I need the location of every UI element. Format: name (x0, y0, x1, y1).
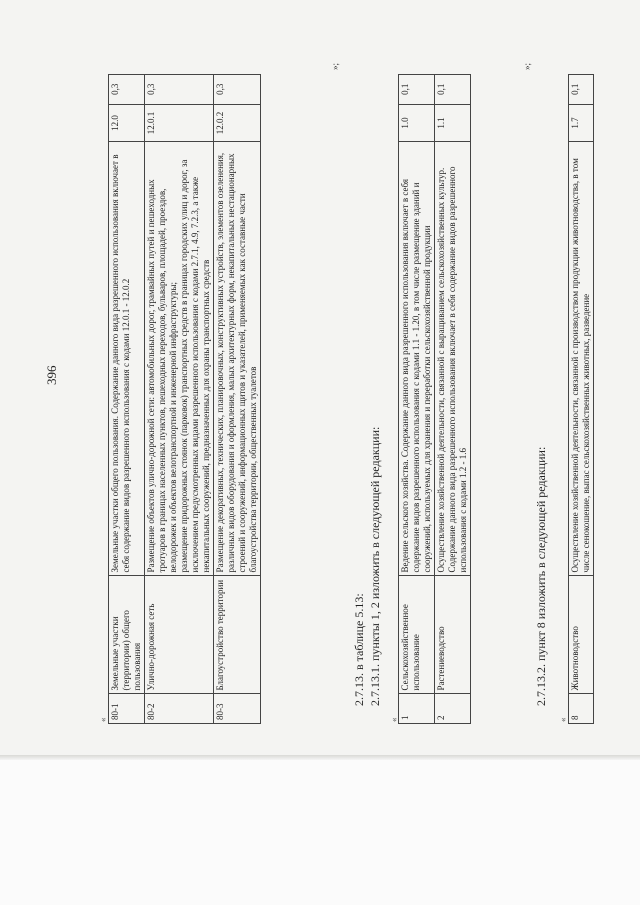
percent-cell: 0,3 (109, 75, 145, 105)
section-heading-2-7-13-1: 2.7.13.1. пункты 1, 2 изложить в следующей редакции: (368, 426, 382, 706)
use-description-cell (569, 142, 594, 576)
use-code-cell: 1.1 (434, 104, 470, 142)
percent-cell: 0,1 (434, 75, 470, 105)
use-name-cell: Земельные участки (территории) общего пользования (109, 576, 145, 694)
table2-open-quote: « (389, 717, 399, 722)
use-code-cell: 12.0.1 (144, 104, 213, 142)
table1-close-quote: »; (330, 62, 340, 70)
row-number-cell: 2 (434, 694, 470, 724)
use-description-cell (109, 142, 145, 576)
table2-close-quote: »; (522, 62, 532, 70)
use-name-cell: Улично-дорожная сеть (144, 576, 213, 694)
use-description-cell (434, 142, 470, 576)
description-paragraph: размещение придорожных стоянок (парковок) транспортных средств в границах городских улиц и дорог, за исключением предусмотренных видами разрешенного использования с кодами 2.7.1, 4.9, 7.2.3, а также некапитальных сооружений, предназначенных для охраны транспортных средств (178, 159, 211, 573)
table-row (213, 75, 260, 724)
use-name-cell: Растениеводство (434, 576, 470, 694)
row-number-cell: 1 (399, 694, 435, 724)
land-use-table-2 (398, 74, 471, 724)
table-row (109, 75, 145, 724)
row-number-cell: 80-1 (109, 694, 145, 724)
use-description-cell (399, 142, 435, 576)
use-description-cell (213, 142, 260, 576)
row-number-cell: 80-3 (213, 694, 260, 724)
use-description-cell (144, 142, 213, 576)
table-row (144, 75, 213, 724)
section-heading-2-7-13: 2.7.13. в таблице 5.13: (352, 593, 366, 706)
land-use-table-3 (568, 74, 594, 724)
use-code-cell: 1.7 (569, 104, 594, 142)
use-code-cell: 12.0.2 (213, 104, 260, 142)
percent-cell: 0,1 (399, 75, 435, 105)
use-name-cell: Благоустройство территории (213, 576, 260, 694)
table1-open-quote: « (98, 717, 108, 722)
row-number-cell: 80-2 (144, 694, 213, 724)
land-use-table-1 (108, 74, 261, 724)
description-paragraph: Размещение объектов улично-дорожной сети: автомобильных дорог, трамвайных путей и пешеходных тротуаров в границах населенных пунктов, пешеходных переходов, бульваров, площадей, проездов, велодорожек и объектов велотранспортной и инженерной инфраструктуры; (145, 179, 178, 573)
percent-cell: 0,3 (144, 75, 213, 105)
scan-margin (0, 760, 640, 905)
description-paragraph: Земельные участки общего пользования. Содержание данного вида разрешенного использования включает в себя содержание видов разрешенного использования с кодами 12.0.1 - 12.0.2 (110, 154, 131, 573)
table-row (569, 75, 594, 724)
section-heading-2-7-13-2: 2.7.13.2. пункт 8 изложить в следующей редакции: (534, 446, 548, 706)
use-name-cell: Сельскохозяйственное использование (399, 576, 435, 694)
use-code-cell: 12.0 (109, 104, 145, 142)
description-paragraph: Содержание данного вида разрешенного использования включает в себя содержание видов разрешенного использования с кодами 1.2 - 1.6 (446, 166, 468, 573)
table3-open-quote: « (558, 717, 568, 722)
row-number-cell: 8 (569, 694, 594, 724)
table-row (399, 75, 435, 724)
description-paragraph: Осуществление хозяйственной деятельности, связанной с производством продукции животноводства, в том числе сенокошение, выпас сельскохозяйственных животных, разведение (570, 158, 591, 573)
description-paragraph: Ведение сельского хозяйства. Содержание данного вида разрешенного использования включает в себя содержание видов разрешенного использования с кодами 1.1 - 1.20, в том числе размещение зданий и сооружений, используемых для хранения и переработки сельскохозяйственной продукции (400, 179, 432, 573)
table-row (434, 75, 470, 724)
percent-cell: 0,3 (213, 75, 260, 105)
percent-cell: 0,1 (569, 75, 594, 105)
page-number: 396 (44, 365, 59, 385)
description-paragraph: Осуществление хозяйственной деятельности, связанной с выращиванием сельскохозяйственных культур. (435, 167, 446, 573)
use-code-cell: 1.0 (399, 104, 435, 142)
use-name-cell: Животноводство (569, 576, 594, 694)
description-paragraph: Размещение декоративных, технических, планировочных, конструктивных устройств, элементов озеленения, различных видов оборудования и оформления, малых архитектурных форм, некапитальных нестационарных строений и сооружений, информационных щитов и указателей, применяемых как составные части благоустройства территории, общественных туалетов (214, 152, 258, 573)
